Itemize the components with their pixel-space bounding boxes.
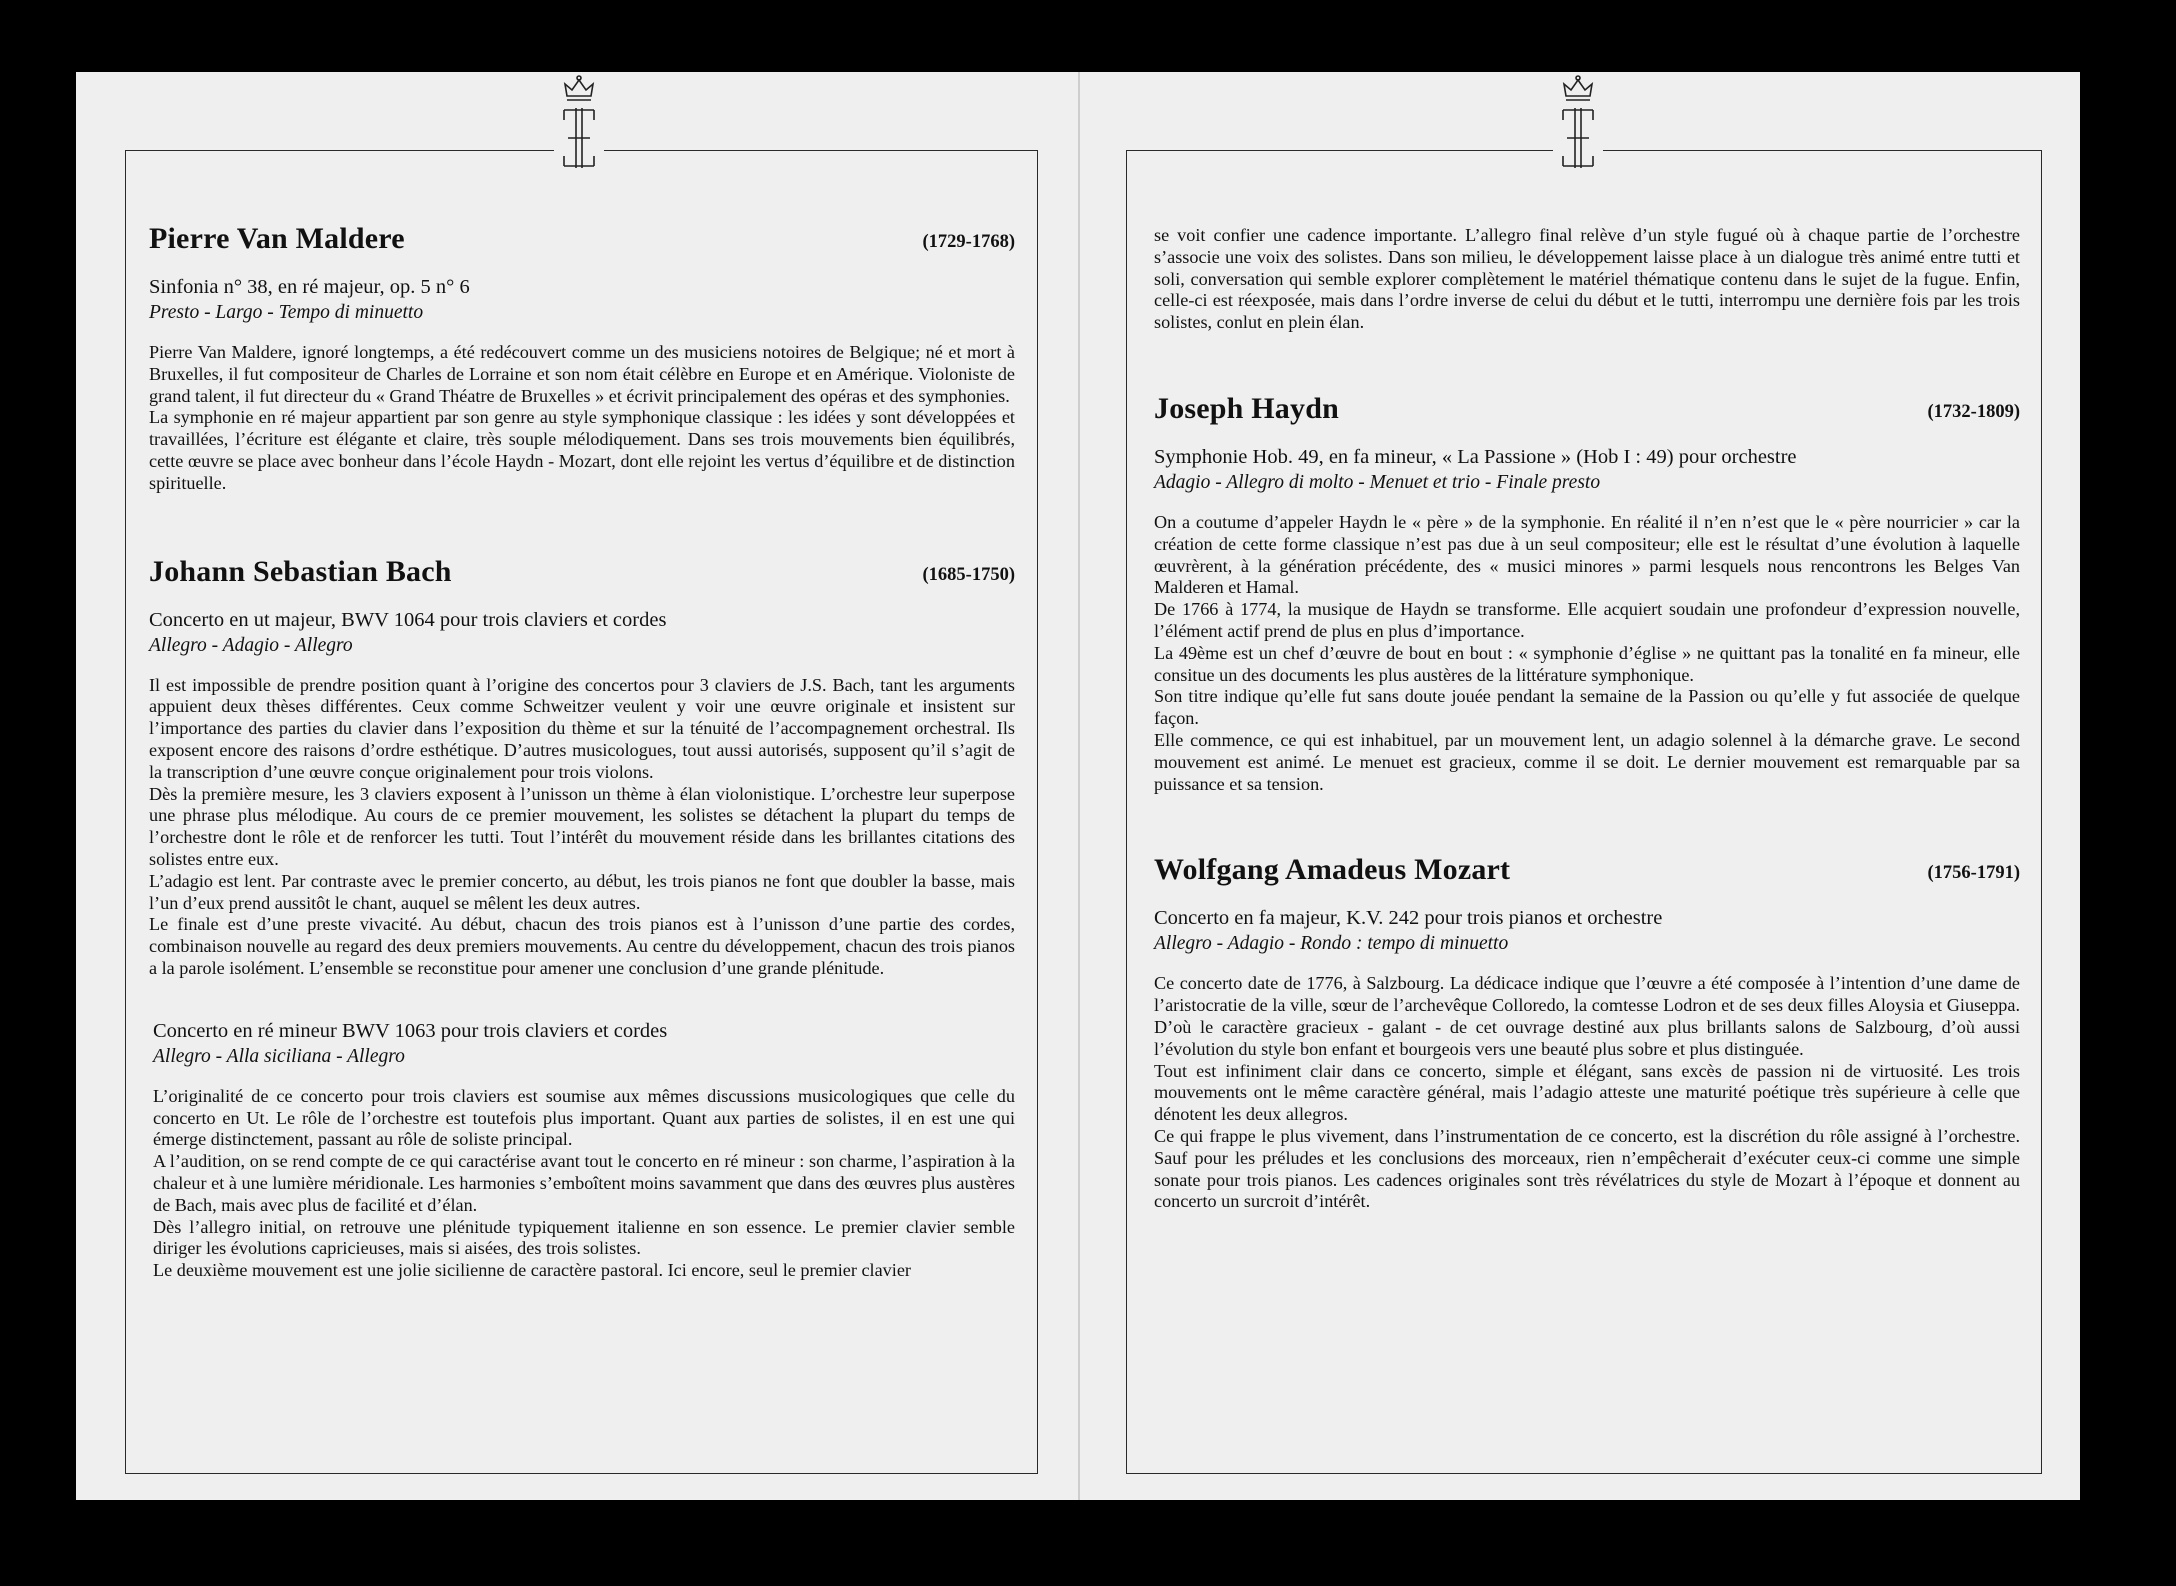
- composer-name: Wolfgang Amadeus Mozart: [1154, 853, 1511, 887]
- composer-heading: [149, 222, 1015, 270]
- work-movements: Adagio - Allegro di molto - Menuet et trio - Finale presto: [1154, 471, 1601, 493]
- royal-crown-monogram-icon: [1553, 72, 1603, 178]
- program-note: On a coutume d’appeler Haydn le « père » de la symphonie. En réalité il n’en n’est que le « père nourricier » car la création de cette forme classique n’est pas due à un seul compositeur; elle est le résultat d’une évolution à laquelle œuvrèrent, à la génération précédente, des « musici minores » parmi lesquels nous rencontrons les Belges Van Malderen et Hamal. De 1766 à 1774, la musique de Haydn se transforme. Elle acquiert soudain une profondeur d’expression nouvelle, l’élément actif prend de plus en plus d’importance. La 49ème est un chef d’œuvre de bout en bout : « symphonie d’église » ne quittant pas la tonalité en fa mineur, elle consitue un des documents les plus austères de la littérature symphonique. Son titre indique qu’elle fut sans doute jouée pendant la semaine de la Passion ou qu’elle y fut associée de quelque façon. Elle commence, ce qui est inhabituel, par un mouvement lent, un adagio solennel à la démarche grave. Le second mouvement est animé. Le menuet est gracieux, comme il se doit. Le dernier mouvement est remarquable par sa puissance et sa tension.: [1154, 511, 2020, 794]
- composer-dates: (1732-1809): [1927, 401, 2020, 422]
- composer-dates: (1685-1750): [922, 564, 1015, 585]
- program-note-continuation: se voit confier une cadence importante. L’allegro final relève d’un style fugué où à chaque partie de l’orchestre s’associe une voix des solistes. Dans son milieu, le développement laisse place à un dialogue très animé entre tutti et soli, conversation qui semble explorer complètement le matériel thématique contenu dans le sujet de la fugue. Enfin, celle-ci est réexposée, mais dans l’ordre inverse de celui du début et le tutti, interrompu une dernière fois par les trois solistes, conlut en plein élan.: [1154, 225, 2020, 333]
- work-title: Sinfonia n° 38, en ré majeur, op. 5 n° 6: [149, 276, 470, 298]
- composer-name: Johann Sebastian Bach: [149, 554, 452, 588]
- work-movements: Allegro - Adagio - Rondo : tempo di minuetto: [1154, 933, 1509, 955]
- work-title: Concerto en ut majeur, BWV 1064 pour trois claviers et cordes: [149, 608, 667, 631]
- program-note: L’originalité de ce concerto pour trois claviers est soumise aux mêmes discussions musicologiques que celle du concerto en Ut. Le rôle de l’orchestre est toutefois plus important. Quant aux parties de solistes, il en est une qui émerge distinctement, passant au rôle de soliste principal. A l’audition, on se rend compte de ce qui caractérise avant tout le concerto en ré mineur : son charme, l’aspiration à la chaleur et à une lumière méridionale. Les harmonies s’emboîtent moins savamment que dans des œuvres plus austères de Bach, mais avec plus de facilité et d’élan. Dès l’allegro initial, on retrouve une plénitude typiquement italienne en son essence. Le premier clavier semble diriger les évolutions capricieuses, mais si aisées, des trois solistes. Le deuxième mouvement est une jolie sicilienne de caractère pastoral. Ici encore, seul le premier clavier: [153, 1085, 1015, 1281]
- composer-heading: [1154, 392, 2020, 440]
- right-page: [1080, 72, 2080, 1500]
- program-note: Ce concerto date de 1776, à Salzbourg. La dédicace indique que l’œuvre a été composée à l’intention d’une dame de l’aristocratie de la ville, sœur de l’archevêque Colloredo, la comtesse Lodron et de ses deux filles Aloysia et Giuseppa. D’où le caractère gracieux - galant - de cet ouvrage destiné aux plus brillants salons de Salzbourg, d’où aussi l’évolution du style bon enfant et bourgeois vers une beauté plus sobre et plus distinguée. Tout est infiniment clair dans ce concerto, simple et élégant, sans excès de passion ni de virtuosité. Les trois mouvements ont le même caractère général, mais l’adagio atteste une maturité poétique très supérieure à celle que dénotent les deux allegros. Ce qui frappe le plus vivement, dans l’instrumentation de ce concerto, est la discrétion du rôle assigné à l’orchestre. Sauf pour les préludes et les conclusions des morceaux, rien n’empêcherait d’exécuter ceux-ci comme une simple sonate pour trois pianos. Les cadences originales sont très révélatrices du style de Mozart à l’époque et donnent au concerto un surcroit d’intérêt.: [1154, 973, 2020, 1212]
- composer-name: Pierre Van Maldere: [149, 222, 405, 255]
- composer-heading: [149, 555, 1015, 603]
- work-movements: Presto - Largo - Tempo di minuetto: [149, 302, 424, 323]
- work-title: Symphonie Hob. 49, en fa mineur, « La Passione » (Hob I : 49) pour orchestre: [1154, 445, 1797, 468]
- work-movements: Allegro - Adagio - Allegro: [149, 634, 353, 656]
- work-title: Concerto en fa majeur, K.V. 242 pour trois pianos et orchestre: [1154, 907, 1663, 930]
- program-note: Pierre Van Maldere, ignoré longtemps, a été redécouvert comme un des musiciens notoires de Belgique; né et mort à Bruxelles, il fut compositeur de Charles de Lorraine et son nom était célèbre en Europe et en Amérique. Violoniste de grand talent, il fut directeur du « Grand Théatre de Bruxelles » et écrivit principalement des opéras et des symphonies. La symphonie en ré majeur appartient par son genre au style symphonique classique : les idées y sont développées et travaillées, l’écriture est élégante et claire, très souple mélodiquement. Dans ses trois mouvements bien équilibrés, cette œuvre se place avec bonheur dans l’école Haydn - Mozart, dont elle rejoint les vertus d’équilibre et de distinction spirituelle.: [149, 342, 1015, 493]
- program-note: Il est impossible de prendre position quant à l’origine des concertos pour 3 claviers de J.S. Bach, tant les arguments appuient deux thèses différentes. Ceux comme Schweitzer veulent y voir une œuvre originale et insistent sur l’importance des parties du clavier dans l’exposition du thème et sur la ténuité de l’accompagnement orchestral. Ils exposent encore des raisons d’ordre esthétique. D’autres musicologues, tout aussi autorisés, supposent qu’il s’agit de la transcription d’une œuvre conçue originalement pour trois violons. Dès la première mesure, les 3 claviers exposent à l’unisson un thème à élan violonistique. L’orchestre leur superpose une phrase plus mélodique. Au cours de ce premier mouvement, les solistes se détachent la plupart du temps de l’orchestre dont le rôle et de renforcer les tutti. Tout l’intérêt du mouvement réside dans les brillantes citations des solistes entre eux. L’adagio est lent. Par contraste avec le premier concerto, au début, les trois pianos ne font que doubler la basse, mais l’un d’eux prend aussitôt le chant, auquel se mêlent les deux autres. Le finale est d’une preste vivacité. Au début, chacun des trois pianos est à l’unisson d’une partie des cordes, combinaison nouvelle au regard des deux premiers mouvements. Au centre du développement, chacun des trois pianos a la parole isolément. L’ensemble se reconstitue pour amener une conclusion d’une grande plénitude.: [149, 674, 1015, 978]
- left-page-content: [149, 222, 1015, 1282]
- right-page-content: [1154, 225, 2020, 1213]
- left-page: [76, 72, 1078, 1500]
- work-title: Concerto en ré mineur BWV 1063 pour trois claviers et cordes: [153, 1019, 668, 1042]
- composer-name: Joseph Haydn: [1154, 391, 1339, 425]
- work-movements: Allegro - Alla siciliana - Allegro: [153, 1045, 405, 1067]
- composer-heading: [1154, 853, 2020, 901]
- royal-crown-monogram-icon: [554, 72, 604, 178]
- composer-dates: (1729-1768): [922, 232, 1015, 252]
- composer-dates: (1756-1791): [1927, 863, 2020, 884]
